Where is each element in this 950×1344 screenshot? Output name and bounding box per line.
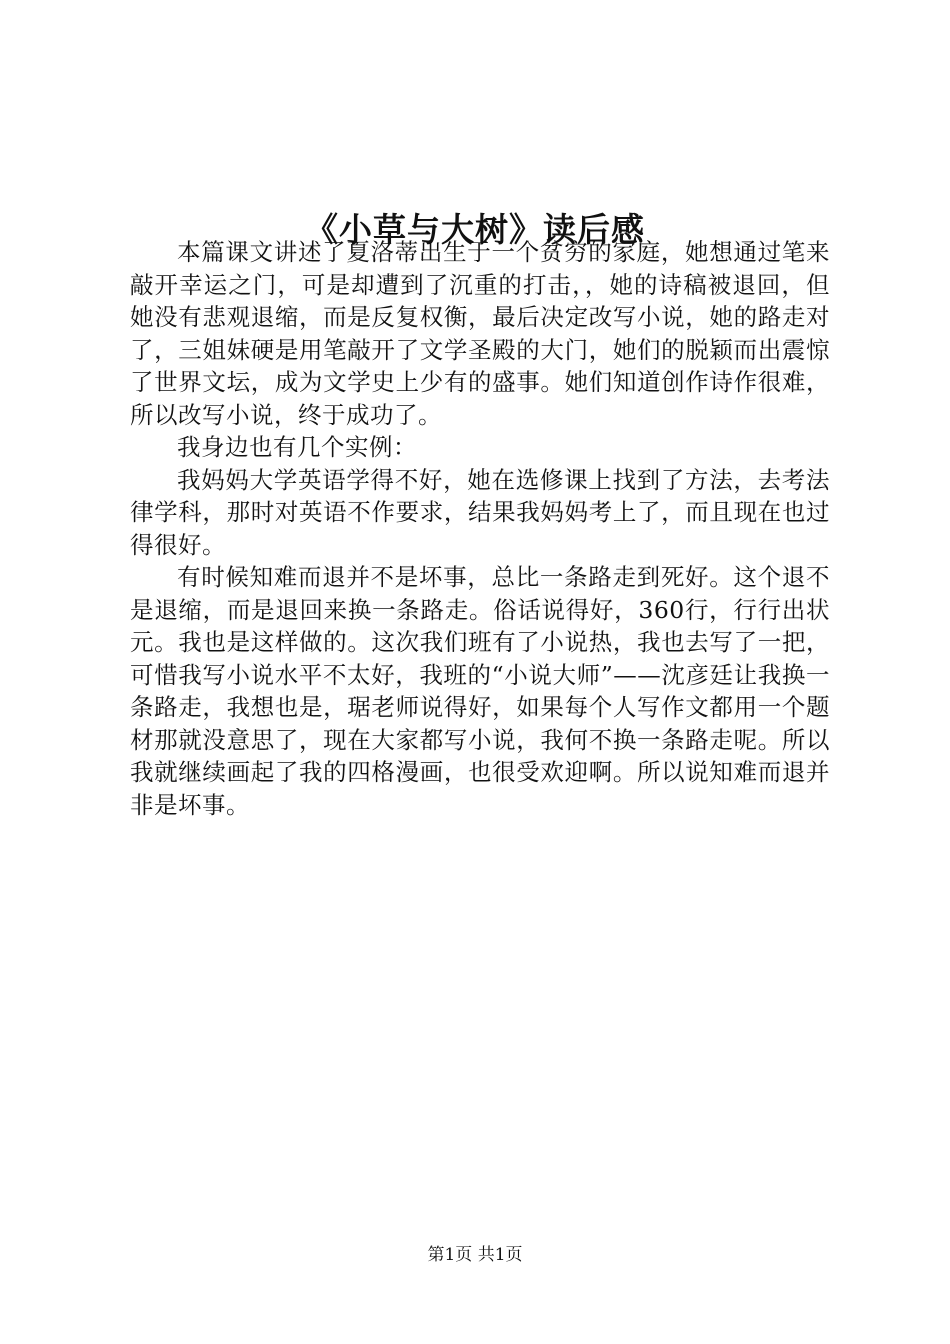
paragraph-4: 有时候知难而退并不是坏事，总比一条路走到死好。这个退不是退缩，而是退回来换一条路走。俗话说得好，360行，行行出状元。我也是这样做的。这次我们班有了小说热，我也去写了一把，可惜我写小说水平不太好，我班的“小说大师”——沈彦廷让我换一条路走，我想也是，琚老师说得好，如果每个人写作文都用一个题材那就没意思了，现在大家都写小说，我何不换一条路走呢。所以我就继续画起了我的四格漫画，也很受欢迎啊。所以说知难而退并非是坏事。	[130, 563, 830, 819]
document-body	[130, 236, 830, 821]
paragraph-3: 我妈妈大学英语学得不好，她在选修课上找到了方法，去考法律学科，那时对英语不作要求，结果我妈妈考上了，而且现在也过得很好。	[130, 465, 830, 559]
paragraph-1: 本篇课文讲述了夏洛蒂出生于一个贫穷的家庭，她想通过笔来敲开幸运之门，可是却遭到了沉重的打击，，她的诗稿被退回，但她没有悲观退缩，而是反复权衡，最后决定改写小说，她的路走对了，三姐妹硬是用笔敲开了文学圣殿的大门，她们的脱颖而出震惊了世界文坛，成为文学史上少有的盛事。她们知道创作诗作很难，所以改写小说，终于成功了。	[130, 238, 830, 429]
document-title: 《小草与大树》读后感	[305, 210, 645, 250]
paragraph-2: 我身边也有几个实例：	[177, 433, 417, 461]
page-footer: 第1页 共1页	[427, 1245, 523, 1265]
